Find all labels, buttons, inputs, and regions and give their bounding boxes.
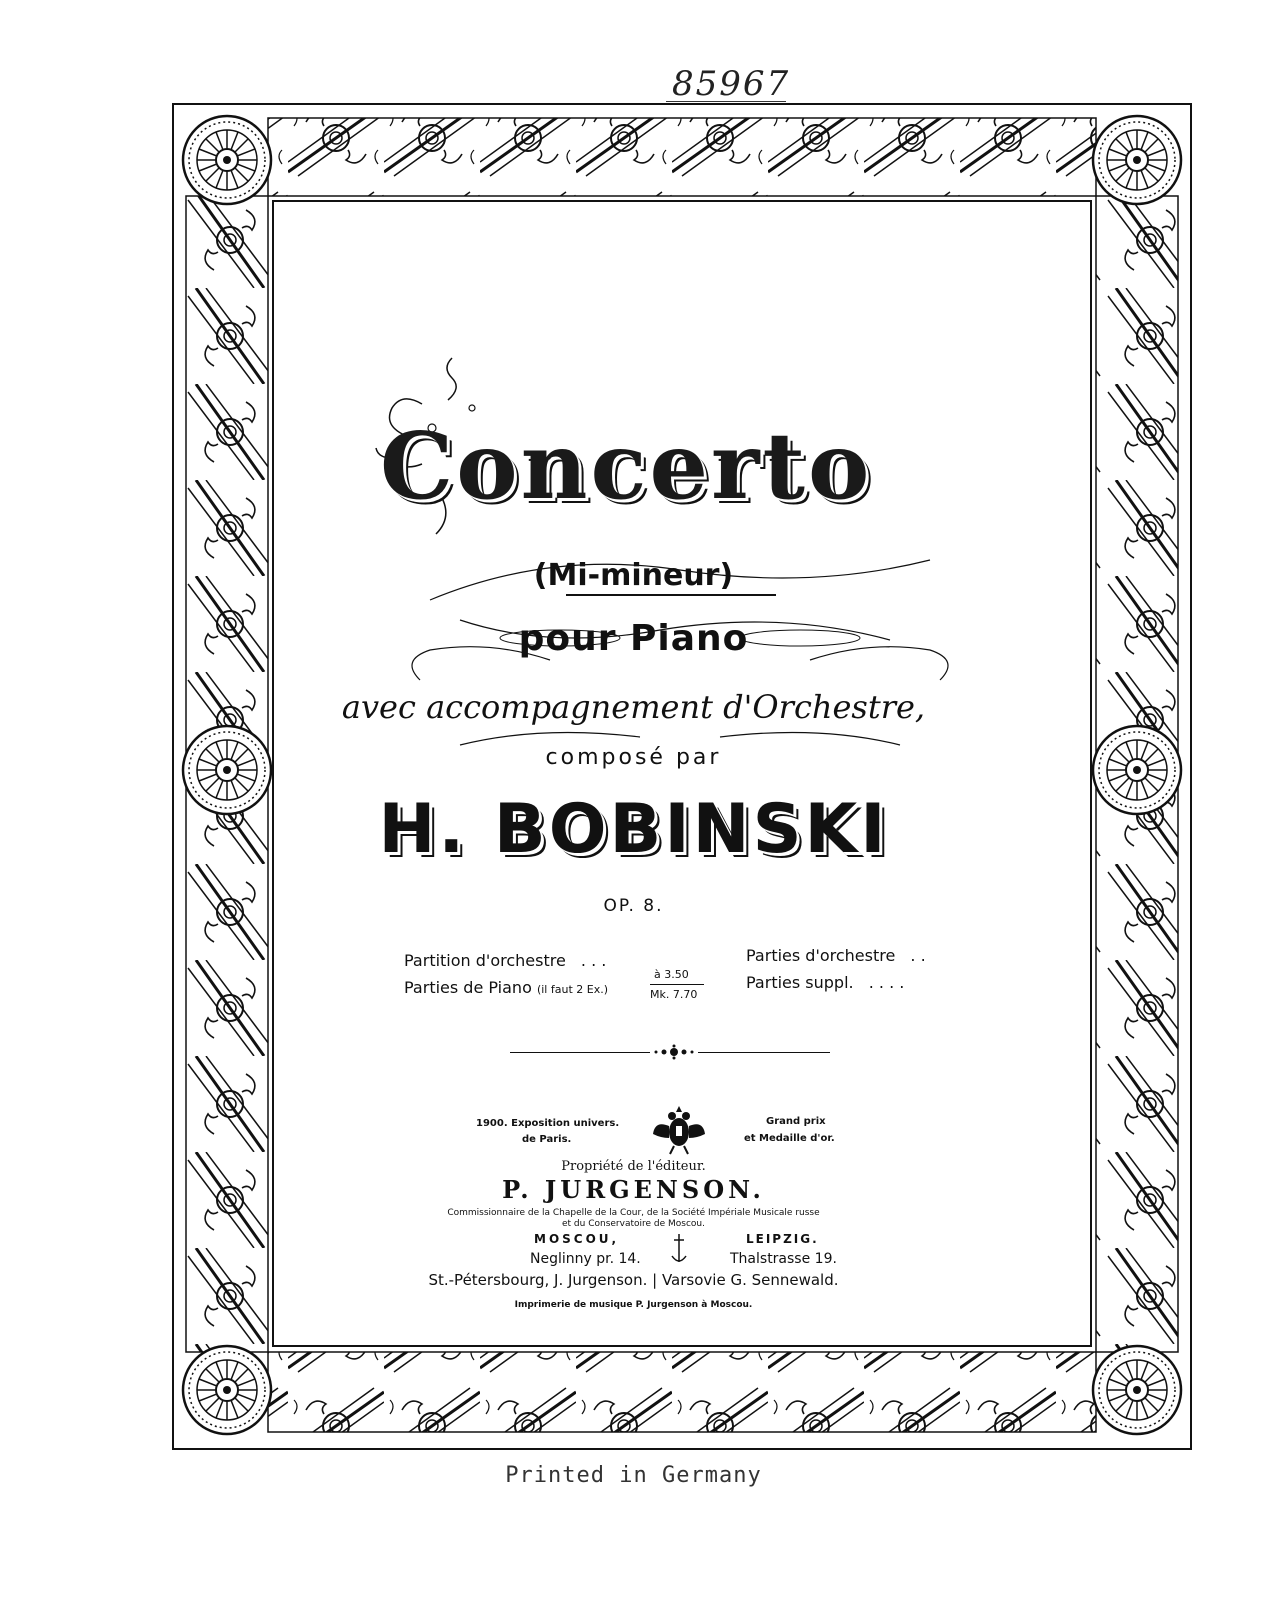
divider-left bbox=[510, 1052, 650, 1053]
title: Concerto bbox=[380, 412, 873, 520]
anchor-cross-icon bbox=[670, 1232, 688, 1266]
composed-by-line: composé par bbox=[545, 745, 722, 770]
publisher-commission-1: Commissionnaire de la Chapelle de la Cour, de la Société Impériale Musicale russe bbox=[447, 1208, 820, 1218]
instrument-line: pour Piano bbox=[518, 618, 749, 659]
publisher-name: P. JURGENSON. bbox=[502, 1175, 765, 1204]
city-moscow: MOSCOU, bbox=[534, 1232, 620, 1246]
price-divider bbox=[650, 984, 704, 985]
opus-number: OP. 8. bbox=[603, 896, 664, 916]
double-eagle-emblem-icon bbox=[652, 1100, 706, 1156]
address-moscow: Neglinny pr. 14. bbox=[530, 1251, 641, 1267]
exposition-left-1: 1900. Exposition univers. bbox=[476, 1118, 620, 1129]
address-leipzig: Thalstrasse 19. bbox=[730, 1251, 837, 1267]
publisher-property: Propriété de l'éditeur. bbox=[561, 1159, 706, 1174]
price-item-suppl: Parties suppl. . . . . bbox=[746, 973, 905, 992]
catalog-number: 85967 bbox=[672, 64, 791, 104]
price-value-top: à 3.50 bbox=[654, 968, 689, 981]
key-subtitle: (Mi-mineur) bbox=[533, 558, 734, 593]
exposition-right-2: et Medaille d'or. bbox=[744, 1133, 835, 1144]
publisher-commission-2: et du Conservatoire de Moscou. bbox=[562, 1219, 705, 1229]
divider-ornament-icon bbox=[650, 1044, 698, 1060]
accompaniment-line: avec accompagnement d'Orchestre, bbox=[341, 688, 926, 726]
price-item-parties-orchestre: Parties d'orchestre . . bbox=[746, 946, 926, 965]
composer-name: H. BOBINSKI bbox=[378, 790, 889, 869]
exposition-left-2: de Paris. bbox=[522, 1134, 572, 1145]
city-leipzig: LEIPZIG. bbox=[746, 1232, 819, 1246]
exposition-right-1: Grand prix bbox=[766, 1116, 826, 1127]
key-underline bbox=[566, 594, 776, 596]
price-value-bottom: Mk. 7.70 bbox=[650, 988, 698, 1001]
divider-right bbox=[698, 1052, 830, 1053]
price-item-partition: Partition d'orchestre . . . bbox=[404, 951, 607, 970]
price-item-piano: Parties de Piano (il faut 2 Ex.) bbox=[404, 978, 608, 997]
printed-in-germany: Printed in Germany bbox=[505, 1463, 762, 1488]
printer-line: Imprimerie de musique P. Jurgenson à Moscou. bbox=[514, 1300, 753, 1310]
publisher-branches: St.-Pétersbourg, J. Jurgenson. | Varsovie G. Sennewald. bbox=[428, 1271, 839, 1289]
